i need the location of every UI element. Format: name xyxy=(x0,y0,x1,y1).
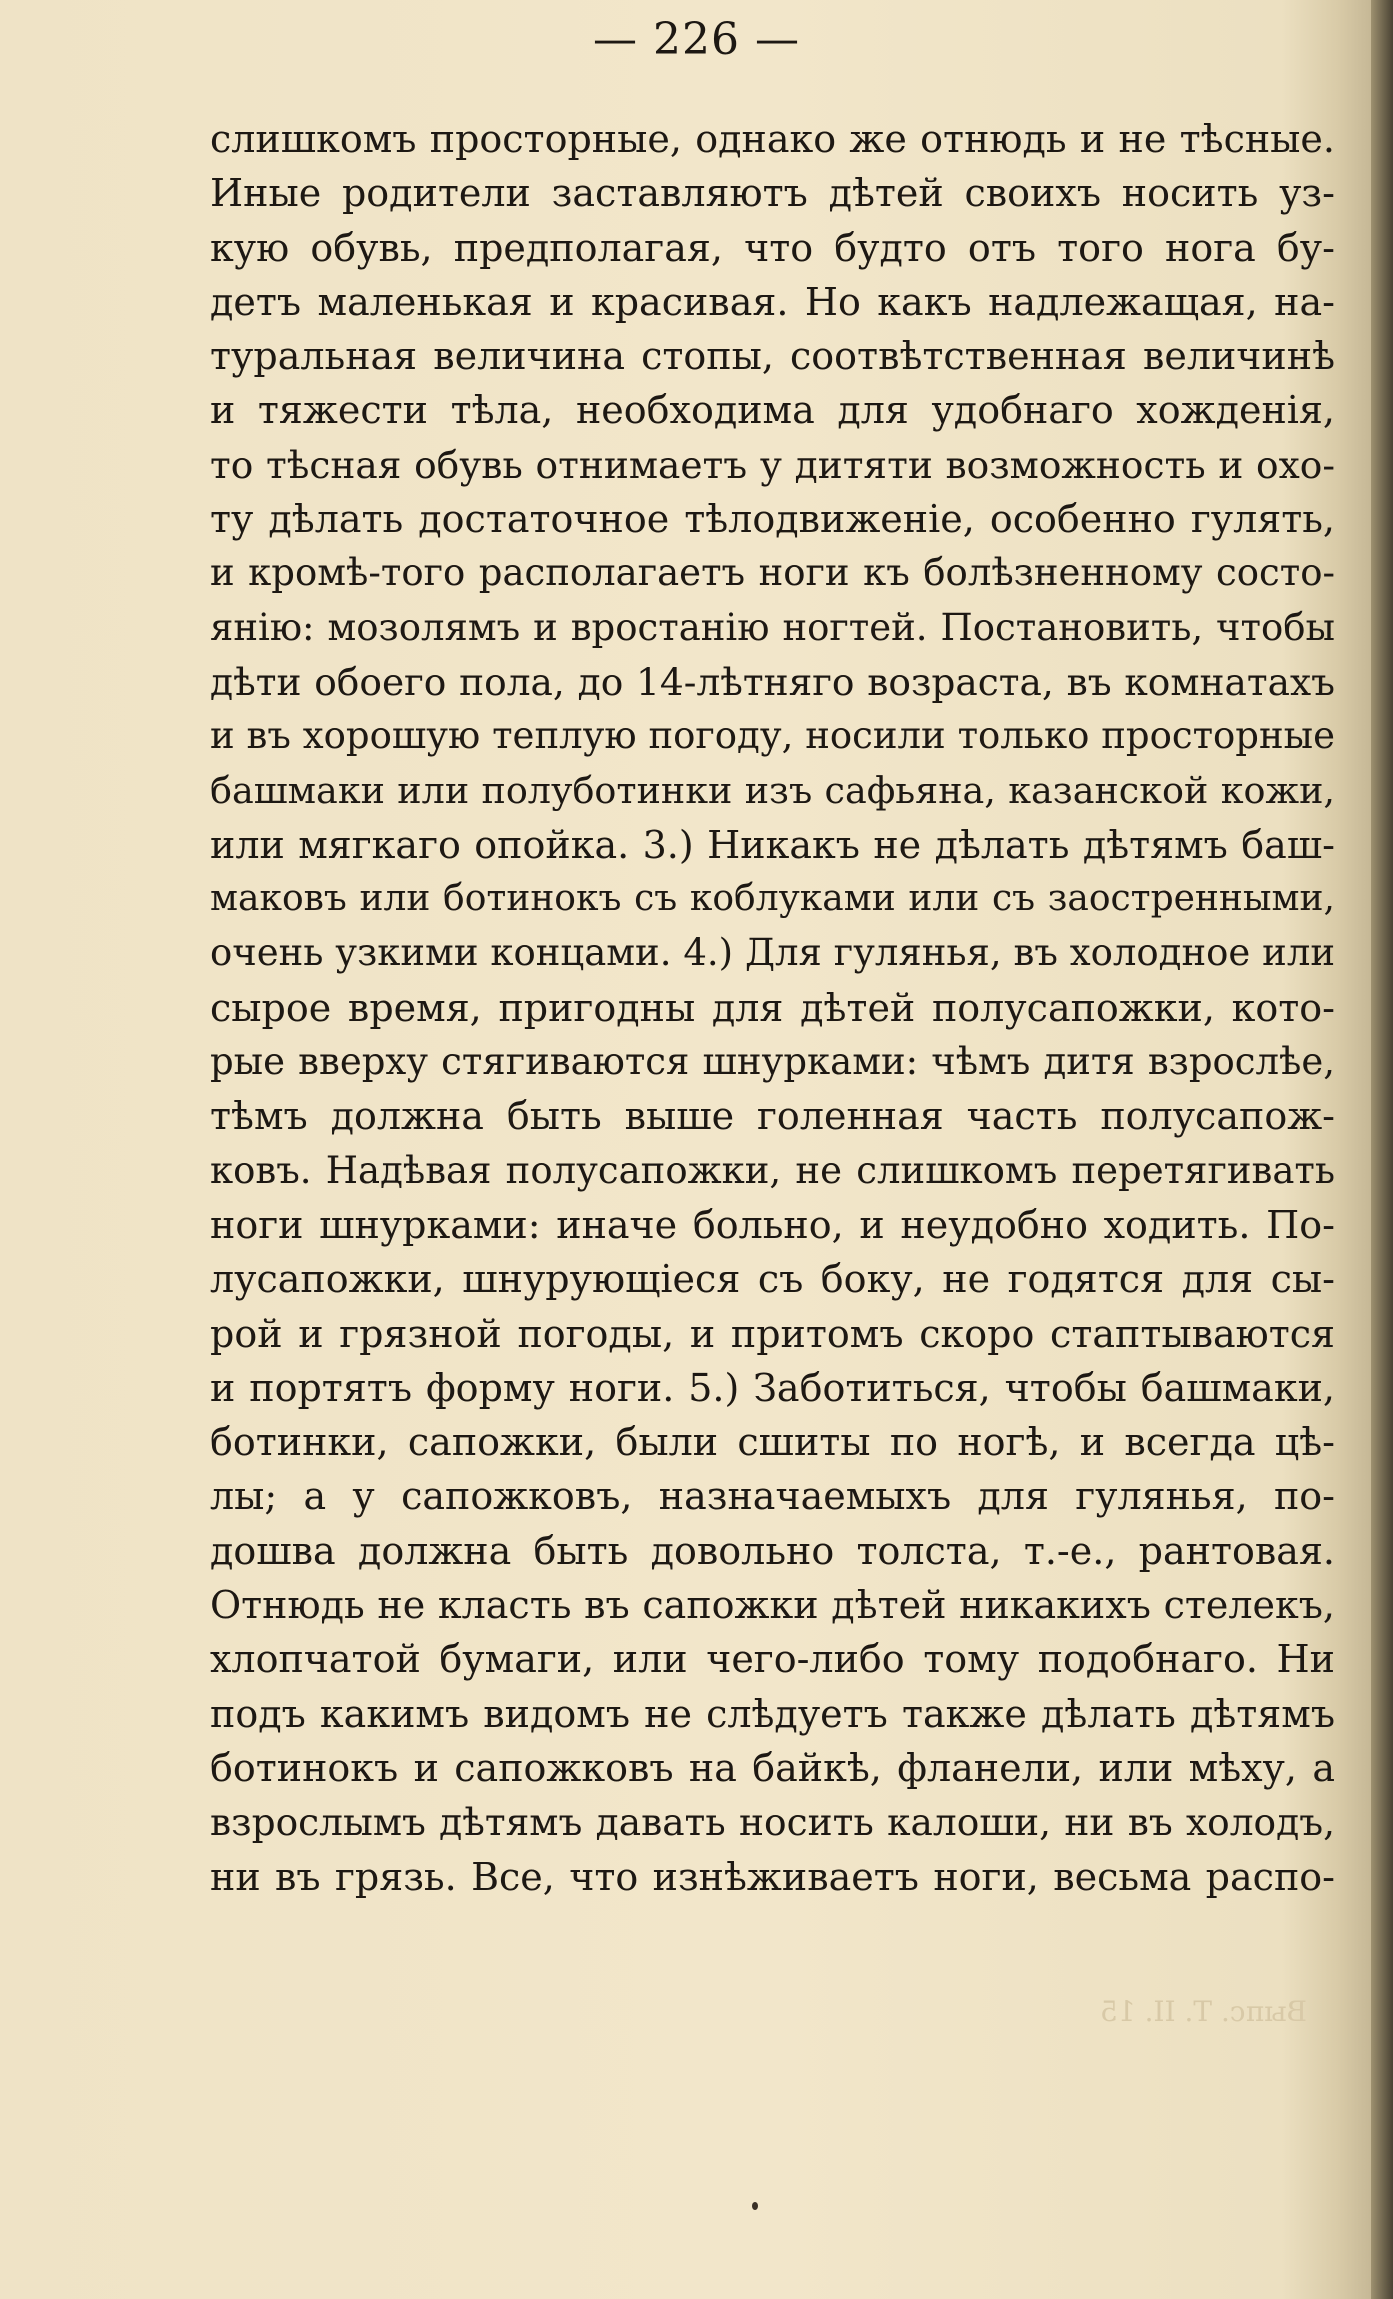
text-line: кую обувь, предполагая, что будто отъ того нога бу- xyxy=(210,225,1335,270)
text-line: подъ какимъ видомъ не слѣдуетъ также дѣлать дѣтямъ xyxy=(210,1691,1335,1736)
text-line: дошва должна быть довольно толста, т.-е., рантовая. xyxy=(210,1528,1335,1573)
text-line: Иные родители заставляютъ дѣтей своихъ носить уз- xyxy=(210,171,1335,216)
body-text xyxy=(210,112,1335,1904)
text-line: ковъ. Надѣвая полусапожки, не слишкомъ перетягивать xyxy=(210,1148,1335,1192)
text-line: хлопчатой бумаги, или чего-либо тому подобнаго. Ни xyxy=(210,1637,1335,1682)
text-line: или мягкаго опойка. 3.) Никакъ не дѣлать дѣтямъ баш- xyxy=(210,822,1335,867)
text-line: и кромѣ-того располагаетъ ноги къ болѣзненному состо- xyxy=(210,551,1335,595)
page-number: — 226 — xyxy=(593,14,800,65)
ink-speck xyxy=(752,2202,758,2210)
text-line: рой и грязной погоды, и притомъ скоро стаптываются xyxy=(210,1311,1335,1356)
text-line: сырое время, пригодны для дѣтей полусапожки, кото- xyxy=(210,985,1335,1030)
text-line: ноги шнурками: иначе больно, и неудобно ходить. По- xyxy=(210,1202,1335,1247)
text-line: башмаки или полуботинки изъ сафьяна, казанской кожи, xyxy=(210,768,1335,812)
text-line: туральная величина стопы, соотвѣтственная величинѣ xyxy=(210,334,1335,379)
text-line: лусапожки, шнурующіеся съ боку, не годятся для сы- xyxy=(210,1257,1335,1302)
text-line: то тѣсная обувь отнимаетъ у дитяти возможность и охо- xyxy=(210,442,1335,487)
text-line: тѣмъ должна быть выше голенная часть полусапож- xyxy=(210,1094,1335,1139)
text-line: маковъ или ботинокъ съ коблуками или съ заостренными, xyxy=(210,878,1335,920)
text-line: рые вверху стягиваются шнурками: чѣмъ дитя взрослѣе, xyxy=(210,1040,1335,1084)
text-line: и въ хорошую теплую погоду, носили только просторные xyxy=(210,714,1335,758)
bleed-through-text: Выпс. Т. II. 15 xyxy=(1100,1995,1308,2028)
text-line: и портятъ форму ноги. 5.) Заботиться, чтобы башмаки, xyxy=(210,1365,1335,1410)
text-line: слишкомъ просторные, однако же отнюдь и не тѣсные. xyxy=(210,117,1335,161)
page-binding-edge xyxy=(1371,0,1393,2299)
text-line: ни въ грязь. Все, что изнѣживаетъ ноги, весьма распо- xyxy=(210,1854,1335,1899)
text-line: лы; а у сапожковъ, назначаемыхъ для гулянья, по- xyxy=(210,1474,1335,1519)
text-line: ботинокъ и сапожковъ на байкѣ, фланели, или мѣху, а xyxy=(210,1745,1335,1790)
text-line: детъ маленькая и красивая. Но какъ надлежащая, на- xyxy=(210,279,1335,324)
text-line: ботинки, сапожки, были сшиты по ногѣ, и всегда цѣ- xyxy=(210,1420,1335,1465)
text-line: янію: мозолямъ и вростанію ногтей. Постановить, чтобы xyxy=(210,605,1335,649)
text-line: взрослымъ дѣтямъ давать носить калоши, ни въ холодъ, xyxy=(210,1800,1335,1845)
text-line: очень узкими концами. 4.) Для гулянья, въ холодное или xyxy=(210,931,1335,975)
text-line: Отнюдь не класть въ сапожки дѣтей никакихъ стелекъ, xyxy=(210,1583,1335,1628)
text-line: ту дѣлать достаточное тѣлодвиженіе, особенно гулять, xyxy=(210,497,1335,542)
text-line: дѣти обоего пола, до 14-лѣтняго возраста, въ комнатахъ xyxy=(210,659,1335,704)
text-line: и тяжести тѣла, необходима для удобнаго хожденія, xyxy=(210,388,1335,433)
